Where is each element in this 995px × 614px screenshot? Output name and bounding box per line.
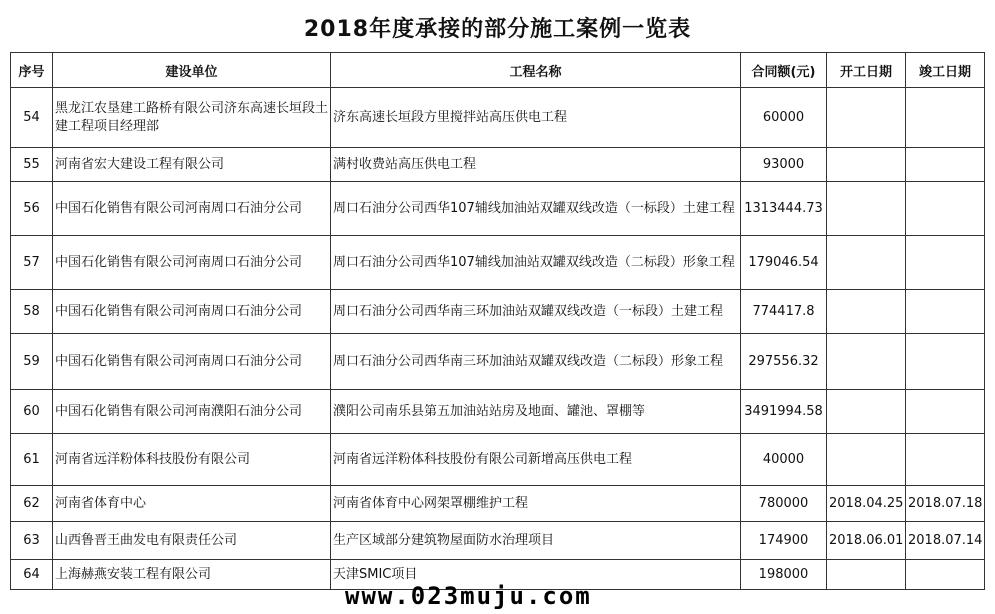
row-project: 周口石油分公司西华107辅线加油站双罐双线改造（一标段）土建工程 [331, 182, 741, 236]
row-start-date [827, 390, 906, 434]
header-end-date: 竣工日期 [906, 53, 985, 88]
row-end-date [906, 182, 985, 236]
row-unit: 中国石化销售有限公司河南周口石油分公司 [53, 334, 331, 390]
row-start-date [827, 290, 906, 334]
project-table [10, 52, 985, 590]
table-header-row [11, 53, 985, 88]
row-project: 周口石油分公司西华107辅线加油站双罐双线改造（二标段）形象工程 [331, 236, 741, 290]
row-project: 河南省体育中心网架罩棚维护工程 [331, 486, 741, 522]
row-end-date [906, 88, 985, 148]
row-project: 河南省远洋粉体科技股份有限公司新增高压供电工程 [331, 434, 741, 486]
table-row [11, 486, 985, 522]
row-amount: 174900 [741, 522, 827, 560]
header-start-date: 开工日期 [827, 53, 906, 88]
row-amount: 93000 [741, 148, 827, 182]
row-no: 55 [11, 148, 53, 182]
row-project: 满村收费站高压供电工程 [331, 148, 741, 182]
row-unit: 山西鲁晋王曲发电有限责任公司 [53, 522, 331, 560]
row-amount: 1313444.73 [741, 182, 827, 236]
row-amount: 780000 [741, 486, 827, 522]
header-no: 序号 [11, 53, 53, 88]
table-row [11, 522, 985, 560]
row-amount: 60000 [741, 88, 827, 148]
row-no: 61 [11, 434, 53, 486]
watermark: www.023muju.com [345, 582, 592, 610]
table-row [11, 434, 985, 486]
header-project: 工程名称 [331, 53, 741, 88]
row-amount: 179046.54 [741, 236, 827, 290]
row-start-date [827, 148, 906, 182]
row-unit: 中国石化销售有限公司河南周口石油分公司 [53, 182, 331, 236]
row-start-date: 2018.04.25 [827, 486, 906, 522]
row-end-date [906, 148, 985, 182]
table-row [11, 390, 985, 434]
row-project: 生产区域部分建筑物屋面防水治理项目 [331, 522, 741, 560]
row-amount: 40000 [741, 434, 827, 486]
row-end-date [906, 434, 985, 486]
row-unit: 河南省体育中心 [53, 486, 331, 522]
table-row [11, 290, 985, 334]
row-no: 58 [11, 290, 53, 334]
row-end-date [906, 560, 985, 590]
row-amount: 198000 [741, 560, 827, 590]
row-project: 济东高速长垣段方里搅拌站高压供电工程 [331, 88, 741, 148]
row-no: 63 [11, 522, 53, 560]
row-start-date [827, 88, 906, 148]
row-no: 64 [11, 560, 53, 590]
row-start-date: 2018.06.01 [827, 522, 906, 560]
header-unit: 建设单位 [53, 53, 331, 88]
row-unit: 河南省远洋粉体科技股份有限公司 [53, 434, 331, 486]
row-amount: 3491994.58 [741, 390, 827, 434]
row-end-date [906, 390, 985, 434]
row-start-date [827, 334, 906, 390]
row-no: 57 [11, 236, 53, 290]
row-unit: 中国石化销售有限公司河南周口石油分公司 [53, 290, 331, 334]
table-row [11, 88, 985, 148]
page-title: 2018年度承接的部分施工案例一览表 [303, 17, 692, 42]
row-project: 周口石油分公司西华南三环加油站双罐双线改造（一标段）土建工程 [331, 290, 741, 334]
row-no: 54 [11, 88, 53, 148]
table-row [11, 236, 985, 290]
row-no: 59 [11, 334, 53, 390]
row-unit: 中国石化销售有限公司河南濮阳石油分公司 [53, 390, 331, 434]
row-end-date [906, 290, 985, 334]
row-start-date [827, 560, 906, 590]
row-end-date: 2018.07.18 [906, 486, 985, 522]
row-unit: 河南省宏大建设工程有限公司 [53, 148, 331, 182]
table-row [11, 148, 985, 182]
row-project: 濮阳公司南乐县第五加油站站房及地面、罐池、罩棚等 [331, 390, 741, 434]
row-end-date: 2018.07.14 [906, 522, 985, 560]
row-unit: 中国石化销售有限公司河南周口石油分公司 [53, 236, 331, 290]
row-unit: 黑龙江农垦建工路桥有限公司济东高速长垣段土建工程项目经理部 [53, 88, 331, 148]
row-start-date [827, 236, 906, 290]
row-no: 56 [11, 182, 53, 236]
row-end-date [906, 236, 985, 290]
table-row [11, 334, 985, 390]
row-project: 周口石油分公司西华南三环加油站双罐双线改造（二标段）形象工程 [331, 334, 741, 390]
row-start-date [827, 434, 906, 486]
row-unit: 上海赫燕安装工程有限公司 [53, 560, 331, 590]
row-amount: 297556.32 [741, 334, 827, 390]
row-project: 天津SMIC项目 [331, 560, 741, 590]
row-no: 60 [11, 390, 53, 434]
row-amount: 774417.8 [741, 290, 827, 334]
header-amount: 合同额(元) [741, 53, 827, 88]
row-end-date [906, 334, 985, 390]
row-no: 62 [11, 486, 53, 522]
row-start-date [827, 182, 906, 236]
table-row [11, 182, 985, 236]
